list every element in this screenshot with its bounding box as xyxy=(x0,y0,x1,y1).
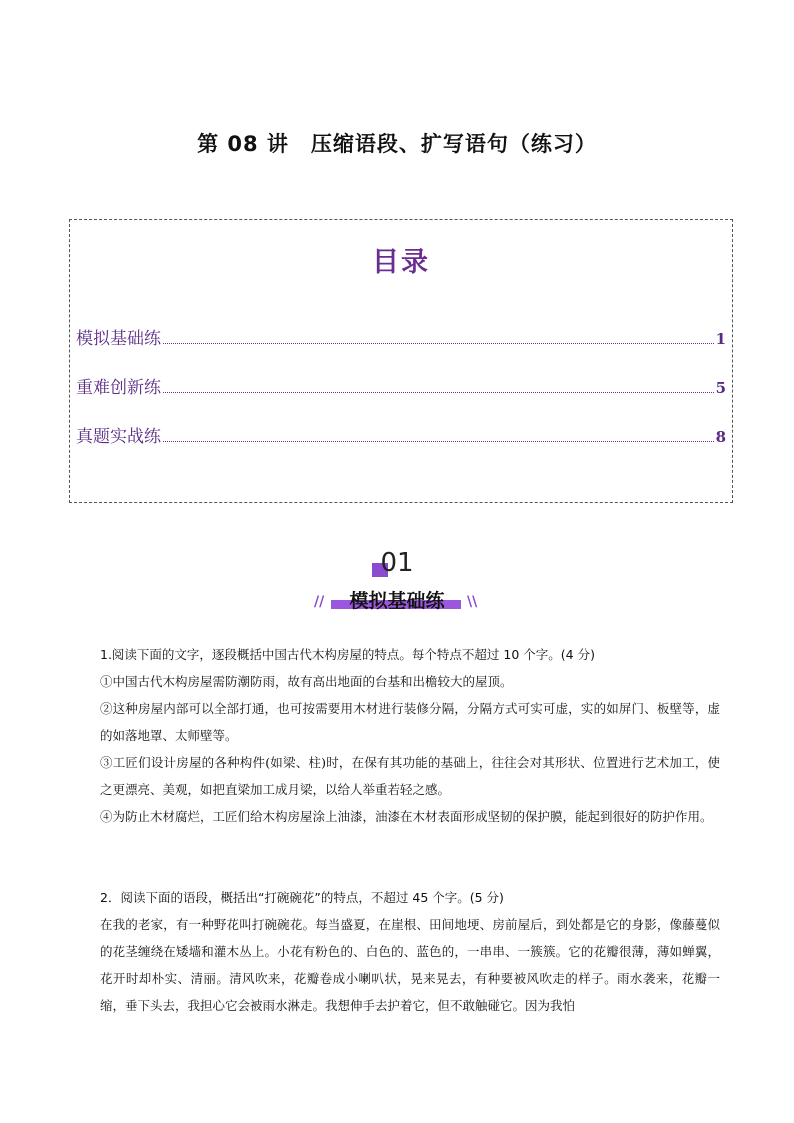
toc-item-label: 模拟基础练 xyxy=(76,329,161,349)
question-2 xyxy=(100,884,720,1019)
toc-item-advanced-practice[interactable] xyxy=(76,373,726,398)
question-1-prompt: 1.阅读下面的文字，逐段概括中国古代木构房屋的特点。每个特点不超过 10 个字。(4 分) xyxy=(100,647,595,662)
question-1-paragraph-3-wrap xyxy=(100,749,720,803)
toc-item-page: 1 xyxy=(715,330,726,348)
toc-heading: 目录 xyxy=(372,247,430,278)
question-1-paragraph-2: ②这种房屋内部可以全部打通，也可按需要用木材进行装修分隔，分隔方式可实可虚，实的如屏门、板壁等，虚的如落地罩、太师壁等。 xyxy=(100,701,720,743)
toc-item-real-exam-practice[interactable] xyxy=(76,422,726,447)
document-title: 第 08 讲 压缩语段、扩写语句（练习） xyxy=(197,132,597,156)
toc-item-page: 5 xyxy=(715,379,726,397)
toc-item-label: 真题实战练 xyxy=(76,427,161,447)
table-of-contents xyxy=(69,219,733,503)
question-1-paragraph-2-wrap xyxy=(100,695,720,749)
right-slash-decoration: \\ xyxy=(467,594,478,610)
section-header xyxy=(297,548,497,618)
question-1-paragraph-1: ①中国古代木构房屋需防潮防雨，故有高出地面的台基和出檐较大的屋顶。 xyxy=(100,674,513,689)
toc-leader-dots xyxy=(163,440,714,442)
question-2-prompt: 2．阅读下面的语段，概括出“打碗碗花”的特点，不超过 45 个字。(5 分) xyxy=(100,890,504,905)
toc-leader-dots xyxy=(163,391,714,393)
toc-item-page: 8 xyxy=(715,428,726,446)
left-slash-decoration: // xyxy=(314,594,325,610)
question-1 xyxy=(100,641,720,695)
toc-item-label: 重难创新练 xyxy=(76,378,161,398)
toc-leader-dots xyxy=(163,342,714,344)
question-1-paragraph-3: ③工匠们设计房屋的各种构件(如梁、柱)时，在保有其功能的基础上，往往会对其形状、位置进行艺术加工，使之更漂亮、美观，如把直梁加工成月梁，以给人举重若轻之感。 xyxy=(100,755,720,797)
question-1-paragraph-4: ④为防止木材腐烂，工匠们给木构房屋涂上油漆，油漆在木材表面形成坚韧的保护膜，能起到很好的防护作用。 xyxy=(100,809,713,824)
section-number: 01 xyxy=(380,548,414,578)
section-title: 模拟基础练 xyxy=(349,590,445,612)
question-1-paragraph-4-wrap xyxy=(100,803,720,830)
toc-item-basic-practice[interactable] xyxy=(76,324,726,349)
question-2-paragraph: 在我的老家，有一种野花叫打碗碗花。每当盛夏，在崖根、田间地埂、房前屋后，到处都是它的身影，像藤蔓似的花茎缠绕在矮墙和灌木丛上。小花有粉色的、白色的、蓝色的，一串串、一簇簇。它的花瓣很薄，薄如蝉翼，花开时却朴实、清丽。清风吹来，花瓣卷成小喇叭状，晃来晃去，有种要被风吹走的样子。雨水袭来，花瓣一缩，垂下头去，我担心它会被雨水淋走。我想伸手去护着它，但不敢触碰它。因为我怕 xyxy=(100,917,720,1013)
